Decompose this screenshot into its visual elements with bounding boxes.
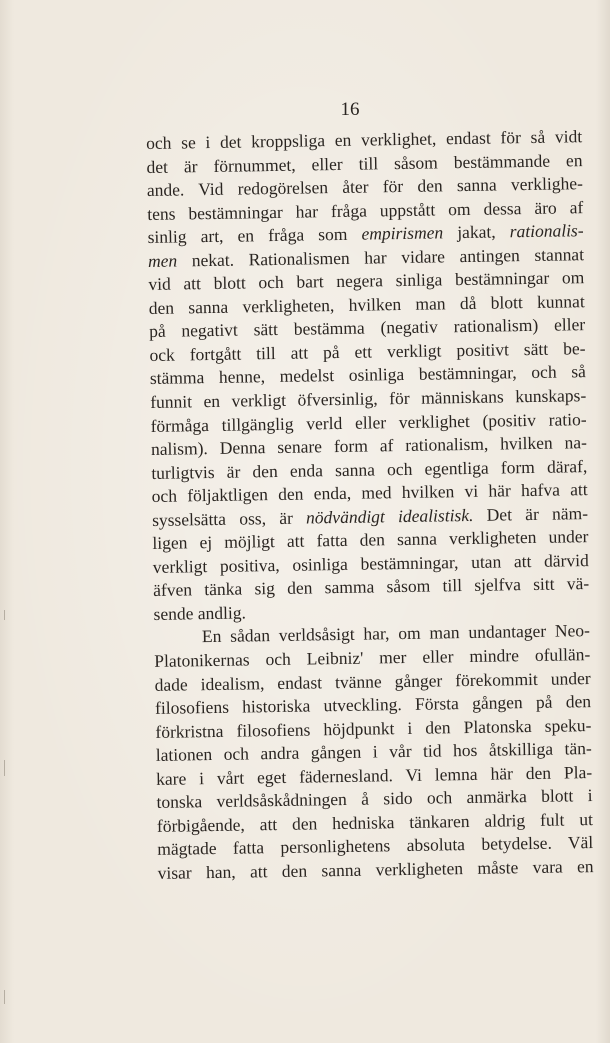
body-text xyxy=(146,125,594,885)
text-segment: mägtade fatta personlighetens absoluta betydelse. Väl xyxy=(157,832,594,860)
text-segment: ligen ej möjligt att fatta den sanna verkligheten under xyxy=(152,526,589,554)
text-segment: visar han, att den sanna verkligheten måste vara en xyxy=(157,856,594,883)
text-segment: verkligt positiva, osinliga bestämningar, utan att därvid xyxy=(152,549,589,577)
text-segment: förkristna filosofiens höjdpunkt i den Platonska speku- xyxy=(155,714,592,742)
text-segment: turligtvis är den enda sanna och egentliga form däraf, xyxy=(151,455,588,483)
italic-text: rationalis- xyxy=(509,220,584,242)
text-segment: sende andlig. xyxy=(153,602,247,624)
page-number: 16 xyxy=(340,99,360,120)
text-segment: ock fortgått till att på ett verkligt positivt sätt be- xyxy=(149,338,586,365)
text-segment: äfven tänka sig den samma såsom till sjelfva sitt vä- xyxy=(153,573,590,601)
text-segment: ande. Vid redogörelsen åter för den sanna verklighe- xyxy=(146,173,584,201)
text-segment: sinlig art, en fråga som xyxy=(147,223,362,248)
text-segment: filosofiens historiska utveckling. Första gången på den xyxy=(154,691,592,719)
text-segment: den sanna verkligheten, hvilken man då blott kunnat xyxy=(148,290,585,318)
italic-text: nödvändigt idealistisk. xyxy=(305,504,474,528)
text-segment: det är förnummet, eller till såsom bestämmande en xyxy=(146,149,583,177)
text-segment: funnit en verkligt öfversinlig, för människans kunskaps- xyxy=(150,385,587,412)
italic-text: men xyxy=(147,250,178,271)
text-segment: sysselsätta oss, är xyxy=(151,507,307,530)
italic-text: empirismen xyxy=(361,222,444,244)
margin-mark xyxy=(4,760,5,776)
text-segment: förbigående, att den hedniska tänkaren aldrig fult ut xyxy=(156,808,594,836)
text-segment: och se i det kroppsliga en verklighet, endast för så vidt xyxy=(146,126,583,153)
margin-mark xyxy=(4,610,5,620)
text-segment: kare i vårt eget fädernesland. Vi lemna här den Pla- xyxy=(156,761,593,789)
text-segment: Platonikernas och Leibniz' mer eller mindre ofullän- xyxy=(154,644,591,671)
text-segment: förmåga tillgänglig verld eller verklighet (positiv ratio- xyxy=(150,408,587,436)
text-segment: Det är näm- xyxy=(473,502,589,525)
text-segment: En sådan verldsåsigt har, om man undantager Neo- xyxy=(201,620,591,647)
text-segment: lationen och andra gången i vår tid hos åtskilliga tän- xyxy=(155,738,592,766)
text-segment: stämma henne, medelst osinliga bestämningar, och så xyxy=(149,361,586,389)
text-segment: vid att blott och bart negera sinliga bestämningar om xyxy=(148,267,585,295)
text-segment: tens bestämningar har fråga uppstått om dessa äro af xyxy=(147,196,584,224)
text-segment: nekat. Rationalismen har vidare antingen stannat xyxy=(177,243,585,271)
margin-mark xyxy=(4,990,5,1004)
text-segment: dade idealism, endast tvänne gånger förekommit under xyxy=(154,667,591,695)
text-segment: på negativt sätt bestämma (negativ rationalism) eller xyxy=(148,314,586,342)
text-segment: tonska verldsåskådningen å sido och anmärka blott i xyxy=(156,785,593,813)
text-segment: och följaktligen den enda, med hvilken vi här hafva att xyxy=(151,479,588,507)
text-segment: nalism). Denna senare form af rationalism, hvilken na- xyxy=(150,432,588,460)
text-segment: jakat, xyxy=(442,221,510,243)
